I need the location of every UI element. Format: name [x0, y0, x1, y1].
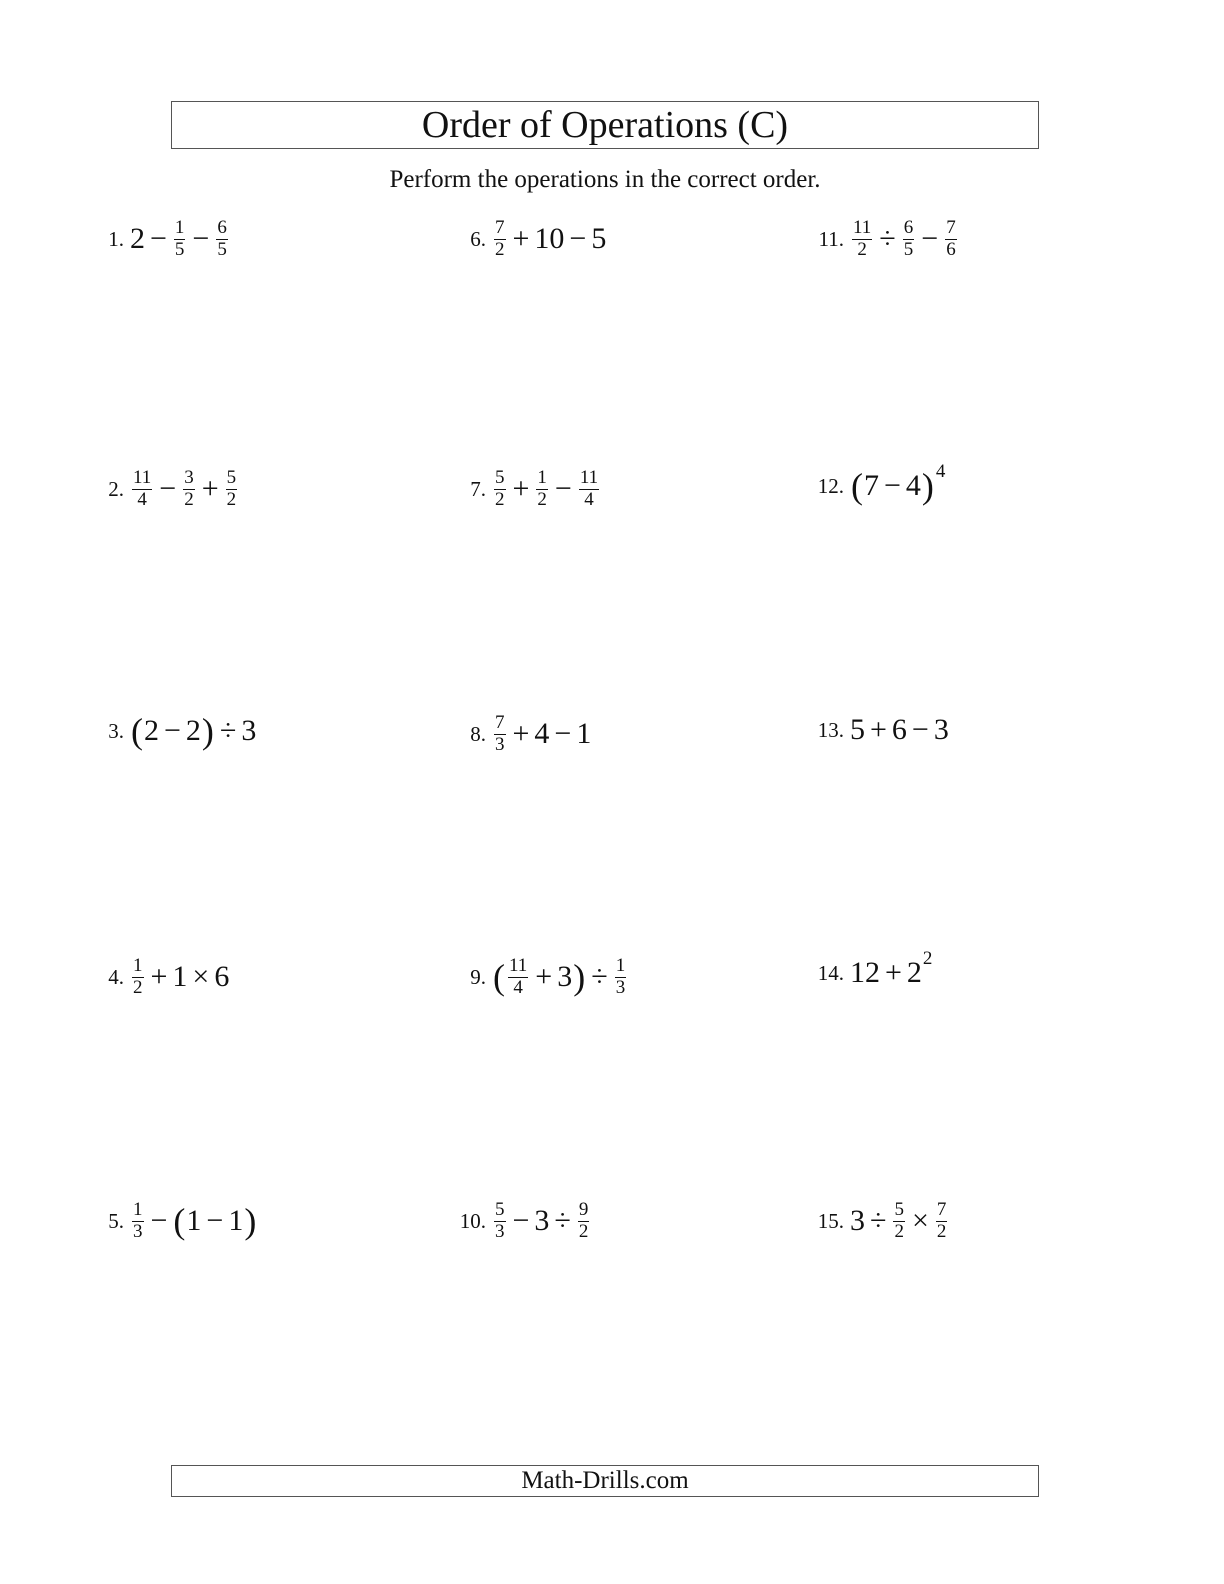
numerator: 1: [537, 467, 547, 488]
operator: ÷: [879, 222, 896, 256]
exponent: 2: [922, 948, 933, 969]
problem-number: 3.: [108, 718, 124, 743]
problem-number: 12.: [817, 473, 844, 498]
problem-2: [82, 468, 239, 510]
denominator: 3: [495, 733, 505, 755]
number: 1: [576, 717, 592, 751]
problem-number: 11.: [818, 226, 844, 251]
operator: −: [554, 717, 572, 751]
problem-number: 6.: [470, 226, 486, 251]
parenthesis: (: [173, 1201, 186, 1242]
problem-5: [82, 1200, 257, 1242]
operator: ÷: [591, 960, 608, 994]
problem-number: 13.: [817, 717, 844, 742]
denominator: 2: [894, 1220, 904, 1242]
fraction: [578, 1200, 590, 1242]
problem-number: 15.: [817, 1208, 844, 1233]
problem-expression: [492, 713, 591, 755]
problem-6: [444, 218, 606, 260]
denominator: 3: [495, 1220, 505, 1242]
operator: −: [150, 1204, 168, 1238]
number: 2: [130, 222, 145, 256]
operator: ÷: [219, 714, 237, 747]
operator: −: [150, 222, 167, 256]
problem-number: 10.: [459, 1208, 486, 1233]
fraction: [494, 468, 506, 510]
problem-expression: [850, 948, 933, 990]
denominator: 2: [495, 238, 505, 260]
numerator: 7: [495, 712, 505, 733]
number: 6: [214, 960, 230, 994]
problem-expression: [492, 218, 606, 260]
fraction: [615, 956, 627, 998]
problem-number: 8.: [470, 721, 486, 746]
number: 3: [557, 960, 573, 994]
parenthesis: (: [131, 711, 143, 751]
problem-3: [82, 713, 256, 749]
operator: ÷: [870, 1204, 887, 1238]
denominator: 2: [226, 488, 237, 510]
numerator: 1: [615, 955, 626, 976]
fraction: [216, 218, 228, 260]
operator: −: [159, 472, 177, 506]
operator: −: [164, 714, 181, 747]
numerator: 1: [133, 955, 143, 976]
numerator: 6: [217, 217, 227, 238]
fraction: [494, 1200, 506, 1242]
numerator: 5: [495, 467, 505, 488]
operator: +: [150, 960, 168, 994]
problem-expression: [850, 218, 959, 260]
number: 3: [850, 1204, 865, 1238]
operator: ×: [911, 1204, 929, 1238]
problem-12: [802, 461, 946, 506]
numerator: 1: [133, 1199, 143, 1220]
denominator: 2: [936, 1220, 947, 1242]
fraction: [579, 468, 599, 510]
operator: +: [870, 713, 887, 746]
problem-number: 14.: [817, 960, 844, 985]
parenthesis: ): [201, 711, 214, 751]
problem-8: [444, 713, 591, 755]
problem-1: [82, 218, 230, 260]
number: 2: [906, 956, 922, 989]
number: 12: [850, 956, 880, 989]
problem-number: 7.: [470, 476, 486, 501]
denominator: 4: [513, 976, 523, 998]
denominator: 2: [857, 238, 867, 260]
number: 3: [933, 713, 949, 746]
problem-9: [444, 956, 628, 998]
problem-number: 5.: [108, 1208, 124, 1233]
fraction: [945, 218, 957, 260]
numerator: 1: [174, 217, 185, 238]
number: 7: [864, 469, 879, 502]
operator: −: [554, 472, 572, 506]
denominator: 4: [137, 488, 147, 510]
problem-expression: [492, 1200, 591, 1242]
numerator: 11: [509, 955, 528, 976]
fraction: [183, 468, 195, 510]
fraction: [852, 218, 872, 260]
denominator: 2: [184, 488, 194, 510]
operator: −: [569, 222, 587, 256]
problem-number: 1.: [108, 226, 124, 251]
numerator: 9: [578, 1199, 589, 1220]
numerator: 5: [495, 1199, 505, 1220]
numerator: 11: [133, 467, 152, 488]
parenthesis: ): [921, 466, 934, 506]
numerator: 7: [936, 1199, 947, 1220]
operator: −: [192, 222, 210, 256]
problem-number: 9.: [470, 964, 486, 989]
fraction: [494, 713, 506, 755]
number: 3: [534, 1204, 550, 1238]
problem-expression: [130, 1200, 257, 1242]
problem-7: [444, 468, 601, 510]
problem-expression: [850, 713, 949, 747]
number: 2: [185, 714, 201, 747]
parenthesis: (: [851, 466, 863, 506]
operator: −: [884, 469, 901, 502]
number: 5: [591, 222, 607, 256]
fraction: [508, 956, 528, 998]
fraction: [893, 1200, 905, 1242]
worksheet-title-text: Order of Operations (C): [421, 104, 789, 146]
fraction: [903, 218, 915, 260]
fraction: [536, 468, 548, 510]
operator: −: [911, 713, 929, 746]
fraction: [174, 218, 186, 260]
problem-expression: [492, 468, 601, 510]
denominator: 5: [903, 238, 914, 260]
denominator: 2: [537, 488, 547, 510]
denominator: 2: [133, 976, 143, 998]
problem-expression: [130, 218, 230, 260]
problem-expression: [130, 956, 229, 998]
exponent: 4: [935, 461, 946, 482]
operator: ÷: [554, 1204, 571, 1238]
problem-number: 4.: [108, 964, 124, 989]
fraction: [132, 468, 152, 510]
fraction: [132, 1200, 144, 1242]
footer: [171, 1465, 1039, 1497]
problem-expression: [492, 956, 628, 998]
number: 4: [905, 469, 921, 502]
parenthesis: ): [573, 957, 586, 998]
numerator: 5: [894, 1199, 904, 1220]
numerator: 7: [495, 217, 505, 238]
problem-11: [802, 218, 959, 260]
parenthesis: (: [493, 957, 505, 998]
numerator: 3: [184, 467, 194, 488]
fraction: [132, 956, 144, 998]
numerator: 11: [853, 217, 872, 238]
number: 1: [186, 1204, 202, 1238]
operator: +: [512, 717, 530, 751]
operator: +: [535, 960, 553, 994]
problem-expression: [850, 1200, 949, 1242]
problem-expression: [850, 461, 946, 506]
number: 1: [228, 1204, 244, 1238]
denominator: 5: [217, 238, 227, 260]
operator: −: [206, 1204, 224, 1238]
operator: −: [512, 1204, 530, 1238]
denominator: 5: [174, 238, 185, 260]
number: 1: [172, 960, 188, 994]
problem-15: [802, 1200, 949, 1242]
numerator: 11: [579, 467, 599, 488]
problem-expression: [130, 468, 239, 510]
number: 3: [241, 714, 257, 747]
denominator: 2: [578, 1220, 589, 1242]
operator: +: [512, 472, 530, 506]
numerator: 5: [226, 467, 237, 488]
problem-13: [802, 713, 949, 747]
denominator: 3: [133, 1220, 143, 1242]
operator: +: [201, 472, 219, 506]
footer-text: Math-Drills.com: [521, 1467, 689, 1494]
operator: +: [885, 956, 902, 989]
denominator: 4: [584, 488, 594, 510]
instructions: Perform the operations in the correct order.: [389, 166, 821, 193]
denominator: 6: [946, 238, 956, 260]
operator: −: [921, 222, 939, 256]
problem-10: [444, 1200, 591, 1242]
fraction: [494, 218, 506, 260]
number: 5: [850, 713, 865, 746]
numerator: 6: [903, 217, 914, 238]
denominator: 3: [615, 976, 626, 998]
number: 10: [534, 222, 565, 256]
number: 6: [891, 713, 907, 746]
operator: ×: [192, 960, 210, 994]
numerator: 7: [946, 217, 956, 238]
parenthesis: ): [244, 1201, 257, 1242]
fraction: [936, 1200, 948, 1242]
denominator: 2: [495, 488, 505, 510]
fraction: [226, 468, 238, 510]
problem-14: [802, 948, 933, 990]
number: 4: [534, 717, 550, 751]
number: 2: [144, 714, 159, 747]
operator: +: [512, 222, 530, 256]
worksheet-title: [171, 101, 1039, 149]
problem-number: 2.: [108, 476, 124, 501]
problem-expression: [130, 713, 256, 749]
problem-4: [82, 956, 229, 998]
